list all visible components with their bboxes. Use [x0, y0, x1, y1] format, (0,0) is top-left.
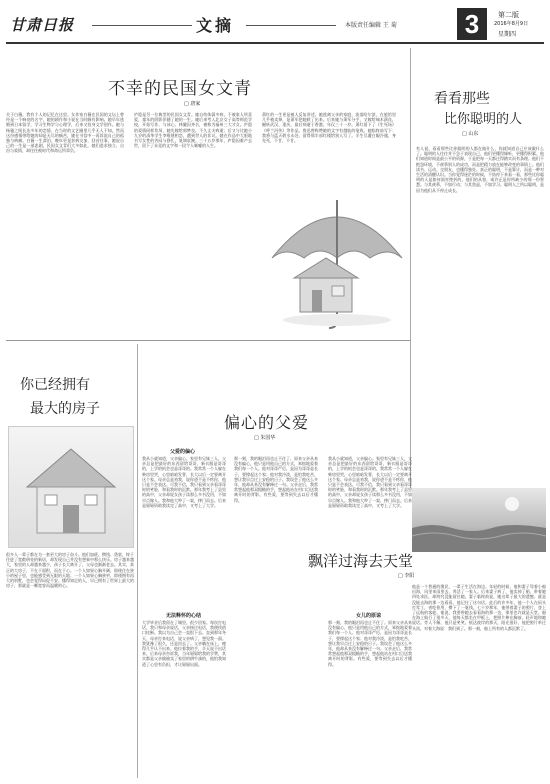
- article-byline: □ 山东: [462, 131, 479, 137]
- house-photo: [8, 426, 134, 548]
- article-body: 他是一个普通的渔民，一辈子生活在海边。年轻的时候，他和妻子驾着小船出海，风里来雨里去，养活了一家人。后来妻子病了，他卖掉了船，带着她四处求医，却终究没能留住她。妻子临终前说，她这辈子最大的遗憾，就是没能去海的那一边看看。他记住了这句话。此后的许多年，他一个人在码头打零工，省吃俭用，攒下了一笔钱。七十岁那年，他带着妻子的照片，登上了远航的客轮。他说，我要带她去看看海的那一边，那里也许就是天堂。船在海上航行了很多天，他每天都坐在甲板上，把照片捧在胸前，轻声地和她说话。旁人不解，他只是笑笑。抵达彼岸的那天，阳光很好，他把照片举过头顶，对着大海说：我们到了。那一刻，船上所有的人都沉默了。: [412, 584, 546, 631]
- article-title: 你已经拥有: [20, 377, 90, 393]
- article-column: 我从小就知道，父亲偏心。家里有兄妹三人，父亲总是把最好的东西留给哥哥，新衣服是哥哥的，上学的机会也是哥哥的。我常常一个人躲在柴房里哭，心里暗暗发誓，长大以后一定要离开这个家。母亲总是劝我，说你爸不是不疼你，他只是不会表达。可我不信，我只看到父亲看哥哥时的笑脸，和看我时的沉默。那年我考上了县里的高中，父亲却说女孩子读那么多书没用，不如早点嫁人。我和他大吵了一架，摔门而去。后来是舅舅资助我读完了高中，又考上了大学。: [328, 456, 412, 508]
- section-heading: 女儿的原谅: [356, 613, 382, 619]
- article-title: 偏心的父爱: [224, 413, 310, 432]
- date-label: 2016年8月9日: [494, 21, 529, 27]
- article-byline: □ 朱国华: [254, 435, 276, 441]
- article-title-line2: 比你聪明的人: [444, 112, 523, 127]
- editor-line: 本版责任编辑 王 菊: [345, 22, 397, 29]
- article-title: 飘洋过海去天堂: [308, 552, 414, 570]
- article-column: 那一刻，我的眼泪再也止不住了。原来父亲从来没有偏心，他只是用他自己的方式，笨拙地爱着我们每一个人。他对哥哥严厉，是因为哥哥是长子，要撑起这个家；他对我冷淡，是怕我吃苦，想让我早点过上安稳的日子。我误会了他这么多年，他却从来没有解释过一句。父亲走后，我常常想起他那双粗糙的手，想起他站在村口目送我离开时的背影。有些爱，要等到失去以后才懂得。: [234, 456, 318, 503]
- page-number-badge: [457, 8, 487, 40]
- masthead: [0, 0, 550, 48]
- article-column: 关于白薇，我有个人的记忆在这里。女作家白薇在民国的文坛上曾经是一个响亮的名字，她的剧作和小说在当时颇有影响。她早年逃婚到日本留学，学习生物学与心理学，后来又投身文学创作。她与杨骚之间长达多年的恋情，在当时的文艺圈里几乎无人不知。然而这份感情带给她的却是无尽的痛苦，她在书信中一再诉说自己的孤独与病痛。白薇一生漂泊，晚年更是贫病交加，回首往事，她说自己的一生是一部悲剧。民国女文青们大多如此，她们追求独立、自由与爱情，却往往被时代和命运所辜负。: [6, 112, 124, 154]
- article-column: 我从小就知道，父亲偏心。家里有兄妹三人，父亲总是把最好的东西留给哥哥，新衣服是哥哥的，上学的机会也是哥哥的。我常常一个人躲在柴房里哭，心里暗暗发誓，长大以后一定要离开这个家。母亲总是劝我，说你爸不是不疼你，他只是不会表达。可我不信，我只看到父亲看哥哥时的笑脸，和看我时的沉默。那年我考上了县里的高中，父亲却说女孩子读那么多书没用，不如早点嫁人。我和他大吵了一架，摔门而去。后来是舅舅资助我读完了高中，又考上了大学。: [142, 456, 226, 508]
- article-smarter-people: [416, 48, 544, 488]
- newspaper-logo: 甘肃日报: [10, 16, 75, 34]
- article-title: 不幸的民国女文青: [108, 79, 252, 99]
- article-byline: □ 李阳: [398, 573, 415, 579]
- article-biggest-house: [6, 344, 134, 776]
- article-title-line2: 最大的房子: [30, 401, 100, 417]
- article-column: 萧红的一生更是被人反复讲述。她逃离父亲的家庭，流落哈尔滨，在旅馆里几乎被卖掉，是萧军把她救了出来。后来她与萧军分手，又嫁给端木蕻良，辗转武汉、重庆，最后病逝于香港，年仅三十一岁。萧红留下了《生死场》《呼兰河传》等作品，鲁迅曾称赞她的文字有越轨的笔致。她临终前写下：我将与蓝天碧水永处，留得那半部红楼给别人写了。半生尽遭白眼冷遇，身先死，不甘，不甘。: [262, 112, 396, 144]
- ocean-photo: [412, 488, 546, 552]
- section-title: 文摘: [196, 16, 235, 35]
- article-column: 那一刻，我的眼泪再也止不住了。原来父亲从来没有偏心，他只是用他自己的方式，笨拙地爱着我们每一个人。他对哥哥严厉，是因为哥哥是长子，要撑起这个家；他对我冷淡，是怕我吃苦，想让我早点过上安稳的日子。我误会了他这么多年，他却从来没有解释过一句。父亲走后，我常常想起他那双粗糙的手，想起他站在村口目送我离开时的背影。有些爱，要等到失去以后才懂得。: [328, 620, 412, 667]
- house-umbrella-illustration: [266, 180, 408, 332]
- page-number: 3: [464, 9, 480, 39]
- article-column: 庐隐是另一位典型的民国女文青。她自幼体弱多病，不被家人所喜爱，童年的阴影伴随了她的一生。她后来考入北京女子高等师范学校，开始写作，与冰心、林徽因齐名，被称为福州三大才女。庐隐的爱情同样坎坷，她先嫁给郭梦良，不久丈夫病逝；后又与比她小九岁的清华学生李唯建相恋，遭到世人的非议。她在作品中大胆地书写女性的苦闷与挣扎，笔调哀婉。三十五岁那年，庐隐因难产去世，留下了未竟的文字和一段令人唏嘘的人生。: [134, 112, 252, 149]
- article-byline: □ 唐家: [184, 101, 201, 107]
- edition-label: 第二版: [498, 11, 519, 19]
- weekday-label: 星期四: [498, 31, 517, 38]
- section-heading: 父爱的偏心: [170, 449, 196, 455]
- article-column: 大学毕业后我留在了城里，很少回家。每次打电话，我只和母亲说话，父亲接过电话，我便找借口挂断。我以为自己会一直恨下去。直到那年冬天，母亲打来电话，说父亲病了，想见我一面。我犹豫了很久，还是回去了。父亲躺在床上，瘦得几乎认不出来。他拉着我的手，半天说不出话来。后来母亲告诉我，当年舅舅给我的学费，其实都是父亲偷偷卖了家里的耕牛凑的，他怕我知道了心里有负担，才让舅舅出面。: [142, 620, 226, 667]
- section-heading: 无法释怀的心结: [166, 613, 202, 619]
- article-body: 有人说，看看那些比你聪明的人都在做什么，你就知道自己应该做什么了。聪明的人往往并不急于表现自己，他们更懂得倾听，更懂得积累。他们知道时间是最公平的资源，于是把每一天都过得踏实而有条理。他们不抱怨环境，不羡慕别人的成功，而是把精力放在能够改变的事情上。他们读书、运动、交朋友，也懂得独处。真正的聪明，不是算计，而是一种对生活的清醒认识。当你觉得迷茫的时候，不妨停下来看一看，那些比你聪明的人是如何面对挫折的，他们的从容，或许正是你所缺少的那一份智慧。与其羡慕，不如行动；与其焦虑，不如学习。聪明人之所以聪明，是因为他们从不停止成长。: [416, 146, 544, 193]
- article-body: 很多人一辈子都在为一套更大的房子奋斗。他们加班、攒钱、贷款，终于住进了宽敞明亮的新居，却发现自己并没有想象中那么快乐。房子越来越大，家里的人却越来越少，孩子长大离开了，父母也渐渐老去。其实，真正的大房子，不在于面积，而在于心。一个人如果心胸开阔，即使住在狭小的屋子里，也能感受到无限的天地；一个人如果心胸狭窄，即使拥有再大的别墅，也会觉得局促不安。懂得知足的人，早已拥有了世界上最大的房子，那就是一颗宽容而温暖的心。: [6, 552, 134, 589]
- article-title: 看看那些: [434, 91, 490, 107]
